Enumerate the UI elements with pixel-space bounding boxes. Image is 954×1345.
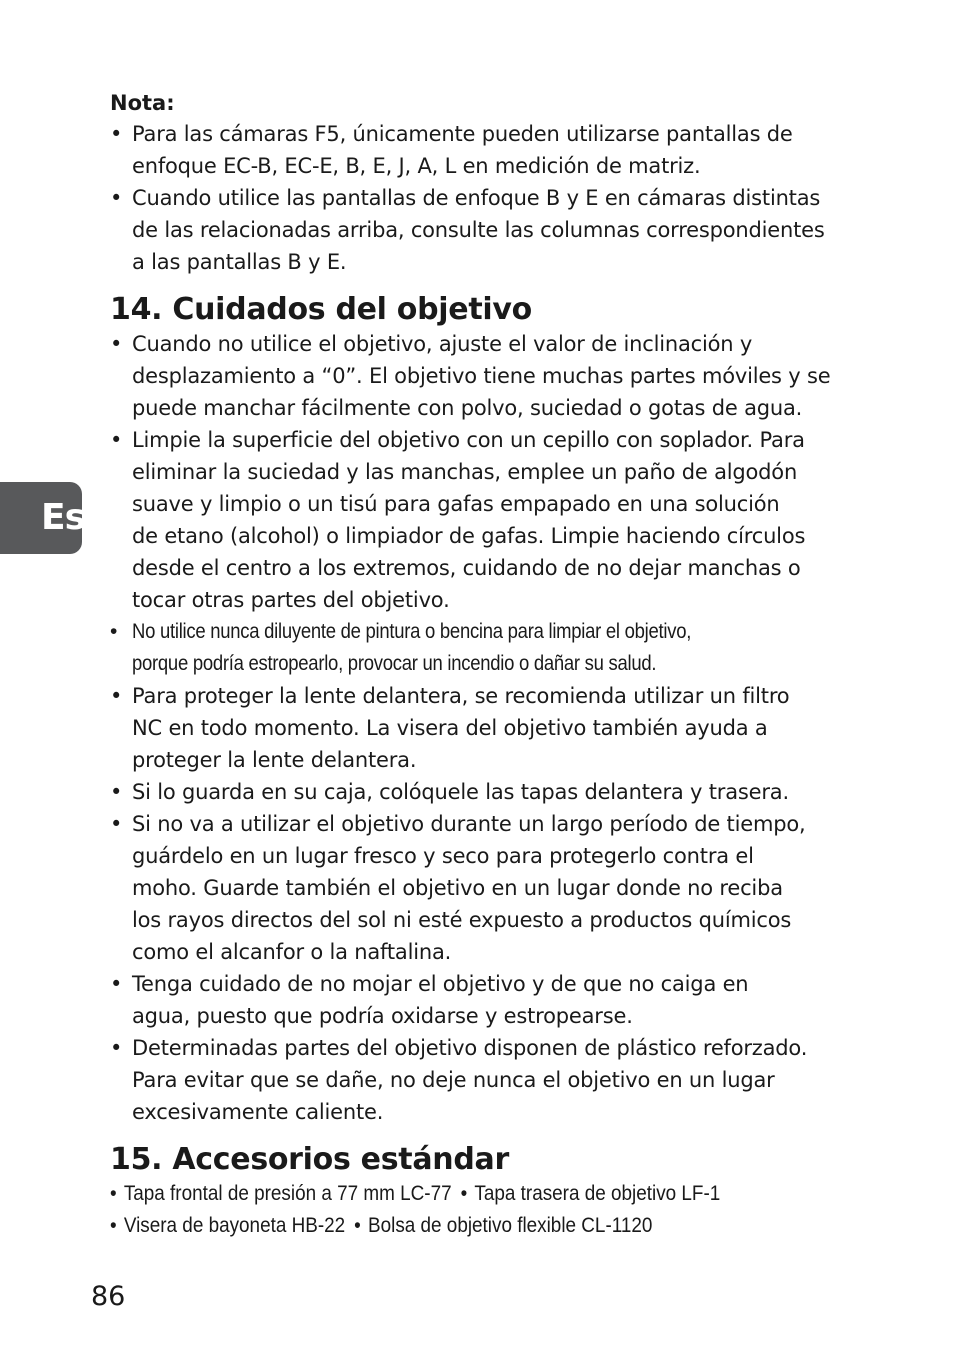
accessory-item: Tapa frontal de presión a 77 mm LC-77 [123,1182,452,1205]
page-number: 86 [91,1281,126,1312]
list-item-text [132,182,850,278]
text-line: Limpie la superficie del objetivo con un cepillo con soplador. Para [132,428,805,452]
text-line: guárdelo en un lugar fresco y seco para protegerlo contra el [132,844,754,868]
text-line: de las relacionadas arriba, consulte las columnas correspondientes [132,218,825,242]
section-14-list [110,328,850,1128]
text-line: NC en todo momento. La visera del objetivo también ayuda a [132,716,768,740]
text-line: Tenga cuidado de no mojar el objetivo y de que no caiga en [132,972,749,996]
list-item [110,118,850,182]
bullet: • [110,186,123,210]
list-item-text [132,680,850,776]
text-line: puede manchar fácilmente con polvo, suciedad o gotas de agua. [132,396,803,420]
text-line: Si lo guarda en su caja, colóquele las tapas delantera y trasera. [132,780,789,804]
bullet: • [354,1214,361,1237]
bullet: • [460,1182,468,1205]
text-line: excesivamente caliente. [132,1100,384,1124]
text-line: moho. Guarde también el objetivo en un lugar donde no reciba [132,876,783,900]
list-item [110,968,850,1032]
bullet: • [110,620,118,643]
text-line: porque podría estropearlo, provocar un incendio o dañar su salud. [132,652,657,675]
text-line: No utilice nunca diluyente de pintura o bencina para limpiar el objetivo, [132,620,692,643]
text-line: eliminar la suciedad y las manchas, emplee un paño de algodón [132,460,798,484]
list-item [110,182,850,278]
text-line: Para proteger la lente delantera, se recomienda utilizar un filtro [132,684,790,708]
text-line: proteger la lente delantera. [132,748,417,772]
accessory-item: Tapa trasera de objetivo LF-1 [474,1182,721,1205]
bullet: • [110,1214,117,1237]
text-line: tocar otras partes del objetivo. [132,588,450,612]
list-item-text [132,776,850,808]
list-item-text [132,1032,850,1128]
text-line: como el alcanfor o la naftalina. [132,940,452,964]
bullet: • [110,122,123,146]
text-line: enfoque EC-B, EC-E, B, E, J, A, L en medición de matriz. [132,154,701,178]
text-line: desde el centro a los extremos, cuidando de no dejar manchas o [132,556,801,580]
bullet: • [110,428,123,452]
list-item-text [132,424,850,616]
text-line: desplazamiento a “0”. El objetivo tiene muchas partes móviles y se [132,364,831,388]
bullet: • [110,332,123,356]
bullet: • [110,684,123,708]
nota-title: Nota: [110,91,175,115]
bullet: • [110,1182,117,1205]
bullet: • [110,972,123,996]
section-15-heading: 15. Accesorios estándar [110,1142,509,1177]
text-line: suave y limpio o un tisú para gafas empapado en una solución [132,492,780,516]
list-item [110,328,850,424]
list-item [110,680,850,776]
list-item [110,808,850,968]
section-14-heading: 14. Cuidados del objetivo [110,292,532,327]
list-item-text [132,968,850,1032]
text-line: Si no va a utilizar el objetivo durante un largo período de tiempo, [132,812,806,836]
text-line: a las pantallas B y E. [132,250,347,274]
accessories-row-1 [110,1178,776,1210]
language-tab-label: Es [41,497,86,538]
bullet: • [110,812,123,836]
list-item-text [132,808,850,968]
list-item [110,616,850,680]
accessory-item: Visera de bayoneta HB-22 [123,1214,346,1237]
bullet: • [110,1036,123,1060]
nota-list [110,118,850,278]
page-content [110,88,850,1242]
accessory-item: Bolsa de objetivo flexible CL-1120 [368,1214,653,1237]
text-line: de etano (alcohol) o limpiador de gafas. Limpie haciendo círculos [132,524,806,548]
text-line: Para evitar que se dañe, no deje nunca el objetivo en un lugar [132,1068,775,1092]
language-tab [0,482,86,554]
text-line: Cuando no utilice el objetivo, ajuste el valor de inclinación y [132,332,753,356]
text-line: agua, puesto que podría oxidarse y estropearse. [132,1004,633,1028]
text-line: Determinadas partes del objetivo disponen de plástico reforzado. [132,1036,808,1060]
list-item [110,424,850,616]
accessories-row-2 [110,1210,776,1242]
bullet: • [110,780,123,804]
text-line: Para las cámaras F5, únicamente pueden utilizarse pantallas de [132,122,793,146]
list-item-text [132,616,846,680]
list-item [110,776,850,808]
list-item-text [132,118,850,182]
list-item-text [132,328,850,424]
text-line: Cuando utilice las pantallas de enfoque B y E en cámaras distintas [132,186,821,210]
list-item [110,1032,850,1128]
text-line: los rayos directos del sol ni esté expuesto a productos químicos [132,908,792,932]
